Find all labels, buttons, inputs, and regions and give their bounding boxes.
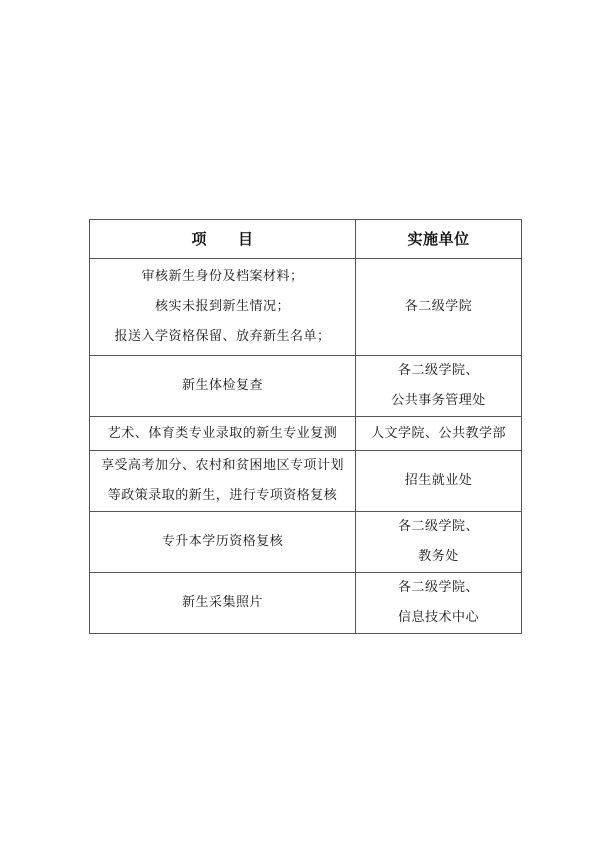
project-cell — [90, 512, 356, 573]
unit-cell — [356, 573, 522, 634]
project-line: 艺术、体育类专业录取的新生专业复测 — [107, 425, 338, 441]
header-unit: 实施单位 — [356, 220, 522, 259]
table-row — [90, 573, 522, 634]
project-cell — [90, 573, 356, 634]
project-line: 审核新生身份及档案材料； — [141, 269, 304, 284]
unit-line: 信息技术中心 — [397, 610, 479, 625]
requirements-table — [89, 219, 522, 634]
unit-line: 各二级学院、 — [397, 580, 479, 595]
project-line: 享受高考加分、农村和贫困地区专项计划 — [100, 458, 344, 473]
table-row — [90, 417, 522, 451]
unit-line: 教务处 — [418, 549, 459, 564]
table-header-row — [90, 220, 522, 259]
project-line: 等政策录取的新生，进行专项资格复核 — [107, 488, 338, 503]
header-project: 项 目 — [90, 220, 356, 259]
unit-cell — [356, 512, 522, 573]
unit-cell — [356, 259, 522, 356]
table-row — [90, 512, 522, 573]
project-cell — [90, 259, 356, 356]
table-row — [90, 451, 522, 512]
project-line: 新生体检复查 — [181, 378, 263, 393]
unit-line: 人文学院、公共教学部 — [370, 425, 506, 441]
project-line: 报送入学资格保留、放弃新生名单； — [114, 329, 331, 344]
unit-line: 各二级学院、 — [397, 363, 479, 378]
table-row — [90, 259, 522, 356]
project-cell — [90, 356, 356, 417]
project-line: 核实未报到新生情况； — [154, 299, 290, 314]
project-line: 专升本学历资格复核 — [161, 534, 284, 549]
project-cell — [90, 417, 356, 451]
unit-line: 各二级学院、 — [397, 519, 479, 534]
unit-cell — [356, 451, 522, 512]
unit-line: 各二级学院 — [404, 299, 473, 314]
project-cell — [90, 451, 356, 512]
unit-cell — [356, 417, 522, 451]
project-line: 新生采集照片 — [181, 595, 263, 610]
unit-line: 公共事务管理处 — [391, 393, 486, 408]
unit-cell — [356, 356, 522, 417]
unit-line: 招生就业处 — [404, 473, 473, 488]
table-row — [90, 356, 522, 417]
